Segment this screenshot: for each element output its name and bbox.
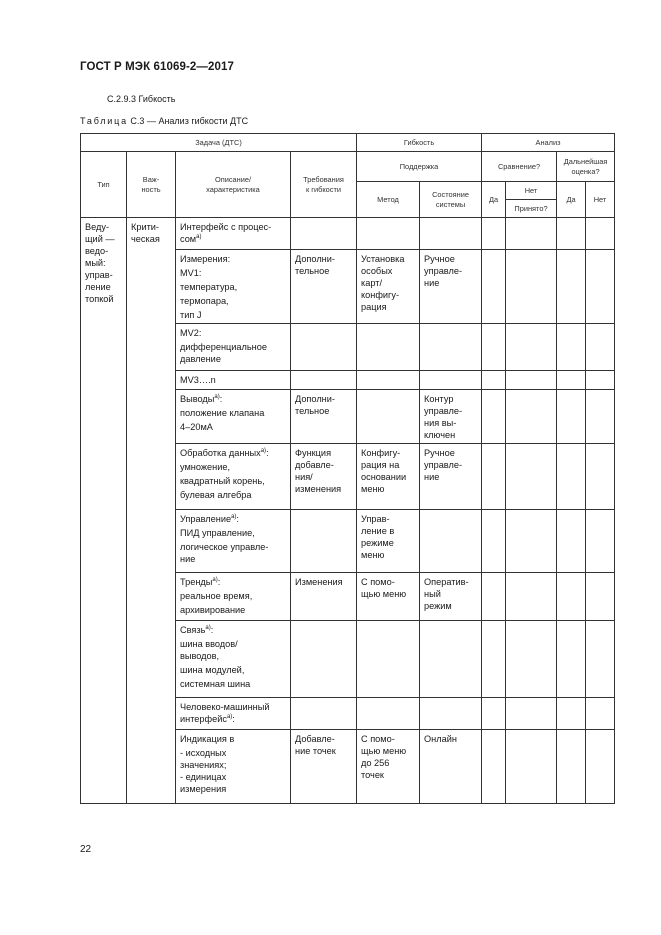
comparison-yes-cell — [482, 324, 506, 371]
header-accepted: Принято? — [506, 200, 557, 218]
description-line: MV1: — [180, 268, 202, 278]
description-line: булевая алгебра — [180, 490, 252, 500]
state-cell — [420, 730, 482, 804]
state-value — [420, 324, 481, 329]
requirement-value — [291, 621, 356, 626]
comparison-yes-cell — [482, 444, 506, 510]
description-cell — [176, 698, 291, 730]
description-text: Человеко-машинный интерфейс — [180, 702, 270, 724]
description-text: Выводы — [180, 394, 215, 404]
state-value — [420, 218, 481, 223]
description-heading — [180, 513, 287, 525]
further-yes-cell — [557, 444, 586, 510]
comparison-no-cell — [506, 698, 557, 730]
description-cell — [176, 324, 291, 371]
method-cell — [357, 371, 420, 390]
description-cell — [176, 218, 291, 250]
method-value — [357, 371, 419, 376]
description-heading — [180, 253, 287, 265]
method-value: С помо- щью меню до 256 точек — [361, 734, 407, 780]
header-further-no: Нет — [586, 182, 615, 218]
state-cell — [420, 371, 482, 390]
description-line: положение клапана — [180, 408, 265, 418]
further-yes-cell — [557, 621, 586, 698]
comparison-no-cell — [506, 250, 557, 324]
description-cell — [176, 250, 291, 324]
description-suffix: : — [266, 448, 269, 458]
description-cell — [176, 573, 291, 621]
method-cell — [357, 250, 420, 324]
description-text: Управление — [180, 514, 232, 524]
requirement-cell — [291, 621, 357, 698]
method-value — [357, 218, 419, 223]
requirement-cell — [291, 250, 357, 324]
further-no-cell — [586, 324, 615, 371]
comparison-no-cell — [506, 730, 557, 804]
description-heading — [180, 733, 287, 745]
caption-prefix: Таблица — [80, 116, 128, 126]
description-text: MV2: — [180, 328, 202, 338]
state-value — [420, 510, 481, 515]
method-value: Конфигу- рация на основании меню — [361, 448, 407, 494]
footnote-mark: a) — [196, 234, 202, 240]
description-cell — [176, 371, 291, 390]
caption-number: С.3 — [130, 116, 145, 126]
description-heading — [180, 393, 287, 405]
description-text: Связь — [180, 625, 206, 635]
requirement-value — [291, 510, 356, 515]
header-requirements: Требования к гибкости — [291, 152, 357, 218]
method-value — [357, 621, 419, 626]
table-body — [81, 218, 615, 804]
description-line: температура, — [180, 282, 238, 292]
state-cell — [420, 510, 482, 573]
header-type: Тип — [81, 152, 127, 218]
method-cell — [357, 510, 420, 573]
description-cell — [176, 444, 291, 510]
header-flexibility: Гибкость — [357, 134, 482, 152]
comparison-no-cell — [506, 218, 557, 250]
comparison-yes-cell — [482, 250, 506, 324]
description-line: реальное время, — [180, 591, 253, 601]
description-text: Обработка данных — [180, 448, 261, 458]
further-yes-cell — [557, 250, 586, 324]
requirement-cell — [291, 730, 357, 804]
table-row — [81, 218, 615, 250]
header-further-yes: Да — [557, 182, 586, 218]
state-cell — [420, 250, 482, 324]
requirement-cell — [291, 371, 357, 390]
comparison-yes-cell — [482, 510, 506, 573]
further-no-cell — [586, 371, 615, 390]
further-yes-cell — [557, 218, 586, 250]
description-line: логическое управле- ние — [180, 542, 269, 564]
description-line: дифференциальное давление — [180, 342, 267, 364]
method-value — [357, 324, 419, 329]
footnote-mark: a) — [212, 577, 218, 583]
description-heading — [180, 576, 287, 588]
requirement-cell — [291, 573, 357, 621]
header-row — [81, 152, 615, 182]
page-number: 22 — [80, 844, 92, 855]
importance-cell — [127, 218, 176, 804]
method-cell — [357, 444, 420, 510]
description-suffix: : — [217, 577, 221, 587]
table-caption — [80, 116, 248, 126]
state-cell — [420, 573, 482, 621]
further-yes-cell — [557, 371, 586, 390]
description-heading — [180, 221, 287, 245]
type-value: Веду- щий — ведо- мый: управ- ление топкой — [85, 222, 115, 304]
description-heading — [180, 374, 287, 386]
header-description: Описание/ характеристика — [176, 152, 291, 218]
comparison-no-cell — [506, 390, 557, 444]
description-suffix: : — [219, 394, 223, 404]
description-line: - исходных значениях; — [180, 748, 227, 770]
further-yes-cell — [557, 510, 586, 573]
description-text: Индикация в — [180, 734, 235, 744]
state-value — [420, 698, 481, 703]
description-line: ПИД управление, — [180, 528, 255, 538]
method-cell — [357, 730, 420, 804]
footnote-mark: a) — [231, 514, 237, 520]
method-value: Управ- ление в режиме меню — [361, 514, 395, 560]
description-text: Тренды — [180, 577, 213, 587]
description-text: Измерения: — [180, 254, 231, 264]
further-no-cell — [586, 218, 615, 250]
flexibility-analysis-table — [80, 133, 615, 804]
description-heading — [180, 624, 287, 636]
comparison-no-cell — [506, 621, 557, 698]
description-line: - единицах измерения — [180, 772, 227, 794]
description-line: шина модулей, — [180, 665, 245, 675]
further-no-cell — [586, 621, 615, 698]
header-row — [81, 134, 615, 152]
description-cell — [176, 390, 291, 444]
description-suffix: : — [236, 514, 239, 524]
description-suffix: : — [232, 714, 235, 724]
caption-text: — Анализ гибкости ДТС — [146, 116, 249, 126]
requirement-value: Функция добавле- ния/ изменения — [295, 448, 342, 494]
comparison-no-cell — [506, 573, 557, 621]
state-value: Онлайн — [424, 734, 457, 744]
further-no-cell — [586, 573, 615, 621]
header-comparison-no: Нет — [506, 182, 557, 200]
comparison-yes-cell — [482, 698, 506, 730]
state-value: Ручное управле- ние — [424, 448, 463, 482]
state-cell — [420, 324, 482, 371]
description-text: Интерфейс с процес- сом — [180, 222, 272, 244]
comparison-yes-cell — [482, 573, 506, 621]
state-value: Контур управле- ния вы- ключен — [424, 394, 463, 440]
requirement-cell — [291, 390, 357, 444]
requirement-value: Изменения — [295, 577, 343, 587]
state-cell — [420, 621, 482, 698]
section-title: С.2.9.3 Гибкость — [107, 94, 176, 104]
state-cell — [420, 218, 482, 250]
comparison-no-cell — [506, 510, 557, 573]
method-value — [357, 698, 419, 703]
state-cell — [420, 444, 482, 510]
method-cell — [357, 218, 420, 250]
description-line: термопара, — [180, 296, 229, 306]
state-value: Ручное управле- ние — [424, 254, 463, 288]
requirement-cell — [291, 698, 357, 730]
comparison-yes-cell — [482, 218, 506, 250]
requirement-value — [291, 324, 356, 329]
document-header: ГОСТ Р МЭК 61069-2—2017 — [80, 61, 234, 73]
header-further-evaluation: Дальнейшая оценка? — [557, 152, 615, 182]
header-system-state: Состояние системы — [420, 182, 482, 218]
comparison-yes-cell — [482, 390, 506, 444]
description-line: квадратный корень, — [180, 476, 265, 486]
description-cell — [176, 510, 291, 573]
description-line: архивирование — [180, 605, 246, 615]
comparison-no-cell — [506, 324, 557, 371]
requirement-cell — [291, 324, 357, 371]
header-method: Метод — [357, 182, 420, 218]
description-suffix: : — [210, 625, 214, 635]
requirement-cell — [291, 218, 357, 250]
method-cell — [357, 324, 420, 371]
method-cell — [357, 698, 420, 730]
state-value — [420, 621, 481, 626]
description-heading — [180, 327, 287, 339]
state-cell — [420, 698, 482, 730]
further-no-cell — [586, 444, 615, 510]
further-no-cell — [586, 250, 615, 324]
comparison-yes-cell — [482, 730, 506, 804]
comparison-no-cell — [506, 371, 557, 390]
method-cell — [357, 390, 420, 444]
header-task: Задача (ДТС) — [81, 134, 357, 152]
header-support: Поддержка — [357, 152, 482, 182]
description-cell — [176, 621, 291, 698]
further-no-cell — [586, 698, 615, 730]
further-no-cell — [586, 510, 615, 573]
further-no-cell — [586, 730, 615, 804]
requirement-value: Добавле- ние точек — [295, 734, 336, 756]
description-heading — [180, 701, 287, 725]
header-importance: Важ- ность — [127, 152, 176, 218]
method-cell — [357, 621, 420, 698]
further-yes-cell — [557, 324, 586, 371]
footnote-mark: a) — [226, 714, 233, 720]
requirement-value — [291, 371, 356, 376]
method-value: С помо- щью меню — [361, 577, 407, 599]
method-value: Установка особых карт/ конфигу- рация — [361, 254, 405, 312]
footnote-mark: a) — [260, 448, 267, 454]
method-value — [357, 390, 419, 395]
header-comparison: Сравнение? — [482, 152, 557, 182]
requirement-value: Дополни- тельное — [295, 394, 335, 416]
requirement-value — [291, 698, 356, 703]
state-cell — [420, 390, 482, 444]
footnote-mark: a) — [214, 394, 220, 400]
requirement-value: Дополни- тельное — [295, 254, 335, 276]
description-line: шина вводов/ выводов, — [180, 639, 238, 661]
comparison-yes-cell — [482, 621, 506, 698]
description-line: 4–20мА — [180, 422, 213, 432]
description-text: MV3….n — [180, 375, 216, 385]
state-value — [420, 371, 481, 376]
header-analysis: Анализ — [482, 134, 615, 152]
further-yes-cell — [557, 390, 586, 444]
footnote-mark: a) — [205, 625, 211, 631]
header-comparison-yes: Да — [482, 182, 506, 218]
further-no-cell — [586, 390, 615, 444]
requirement-cell — [291, 510, 357, 573]
further-yes-cell — [557, 573, 586, 621]
importance-value: Крити- ческая — [131, 222, 160, 244]
description-heading — [180, 447, 287, 459]
method-cell — [357, 573, 420, 621]
description-cell — [176, 730, 291, 804]
comparison-yes-cell — [482, 371, 506, 390]
requirement-value — [291, 218, 356, 223]
further-yes-cell — [557, 730, 586, 804]
description-line: тип J — [180, 310, 202, 320]
description-line: системная шина — [180, 679, 251, 689]
type-cell — [81, 218, 127, 804]
description-line: умножение, — [180, 462, 231, 472]
further-yes-cell — [557, 698, 586, 730]
requirement-cell — [291, 444, 357, 510]
comparison-no-cell — [506, 444, 557, 510]
state-value: Оператив- ный режим — [424, 577, 469, 611]
